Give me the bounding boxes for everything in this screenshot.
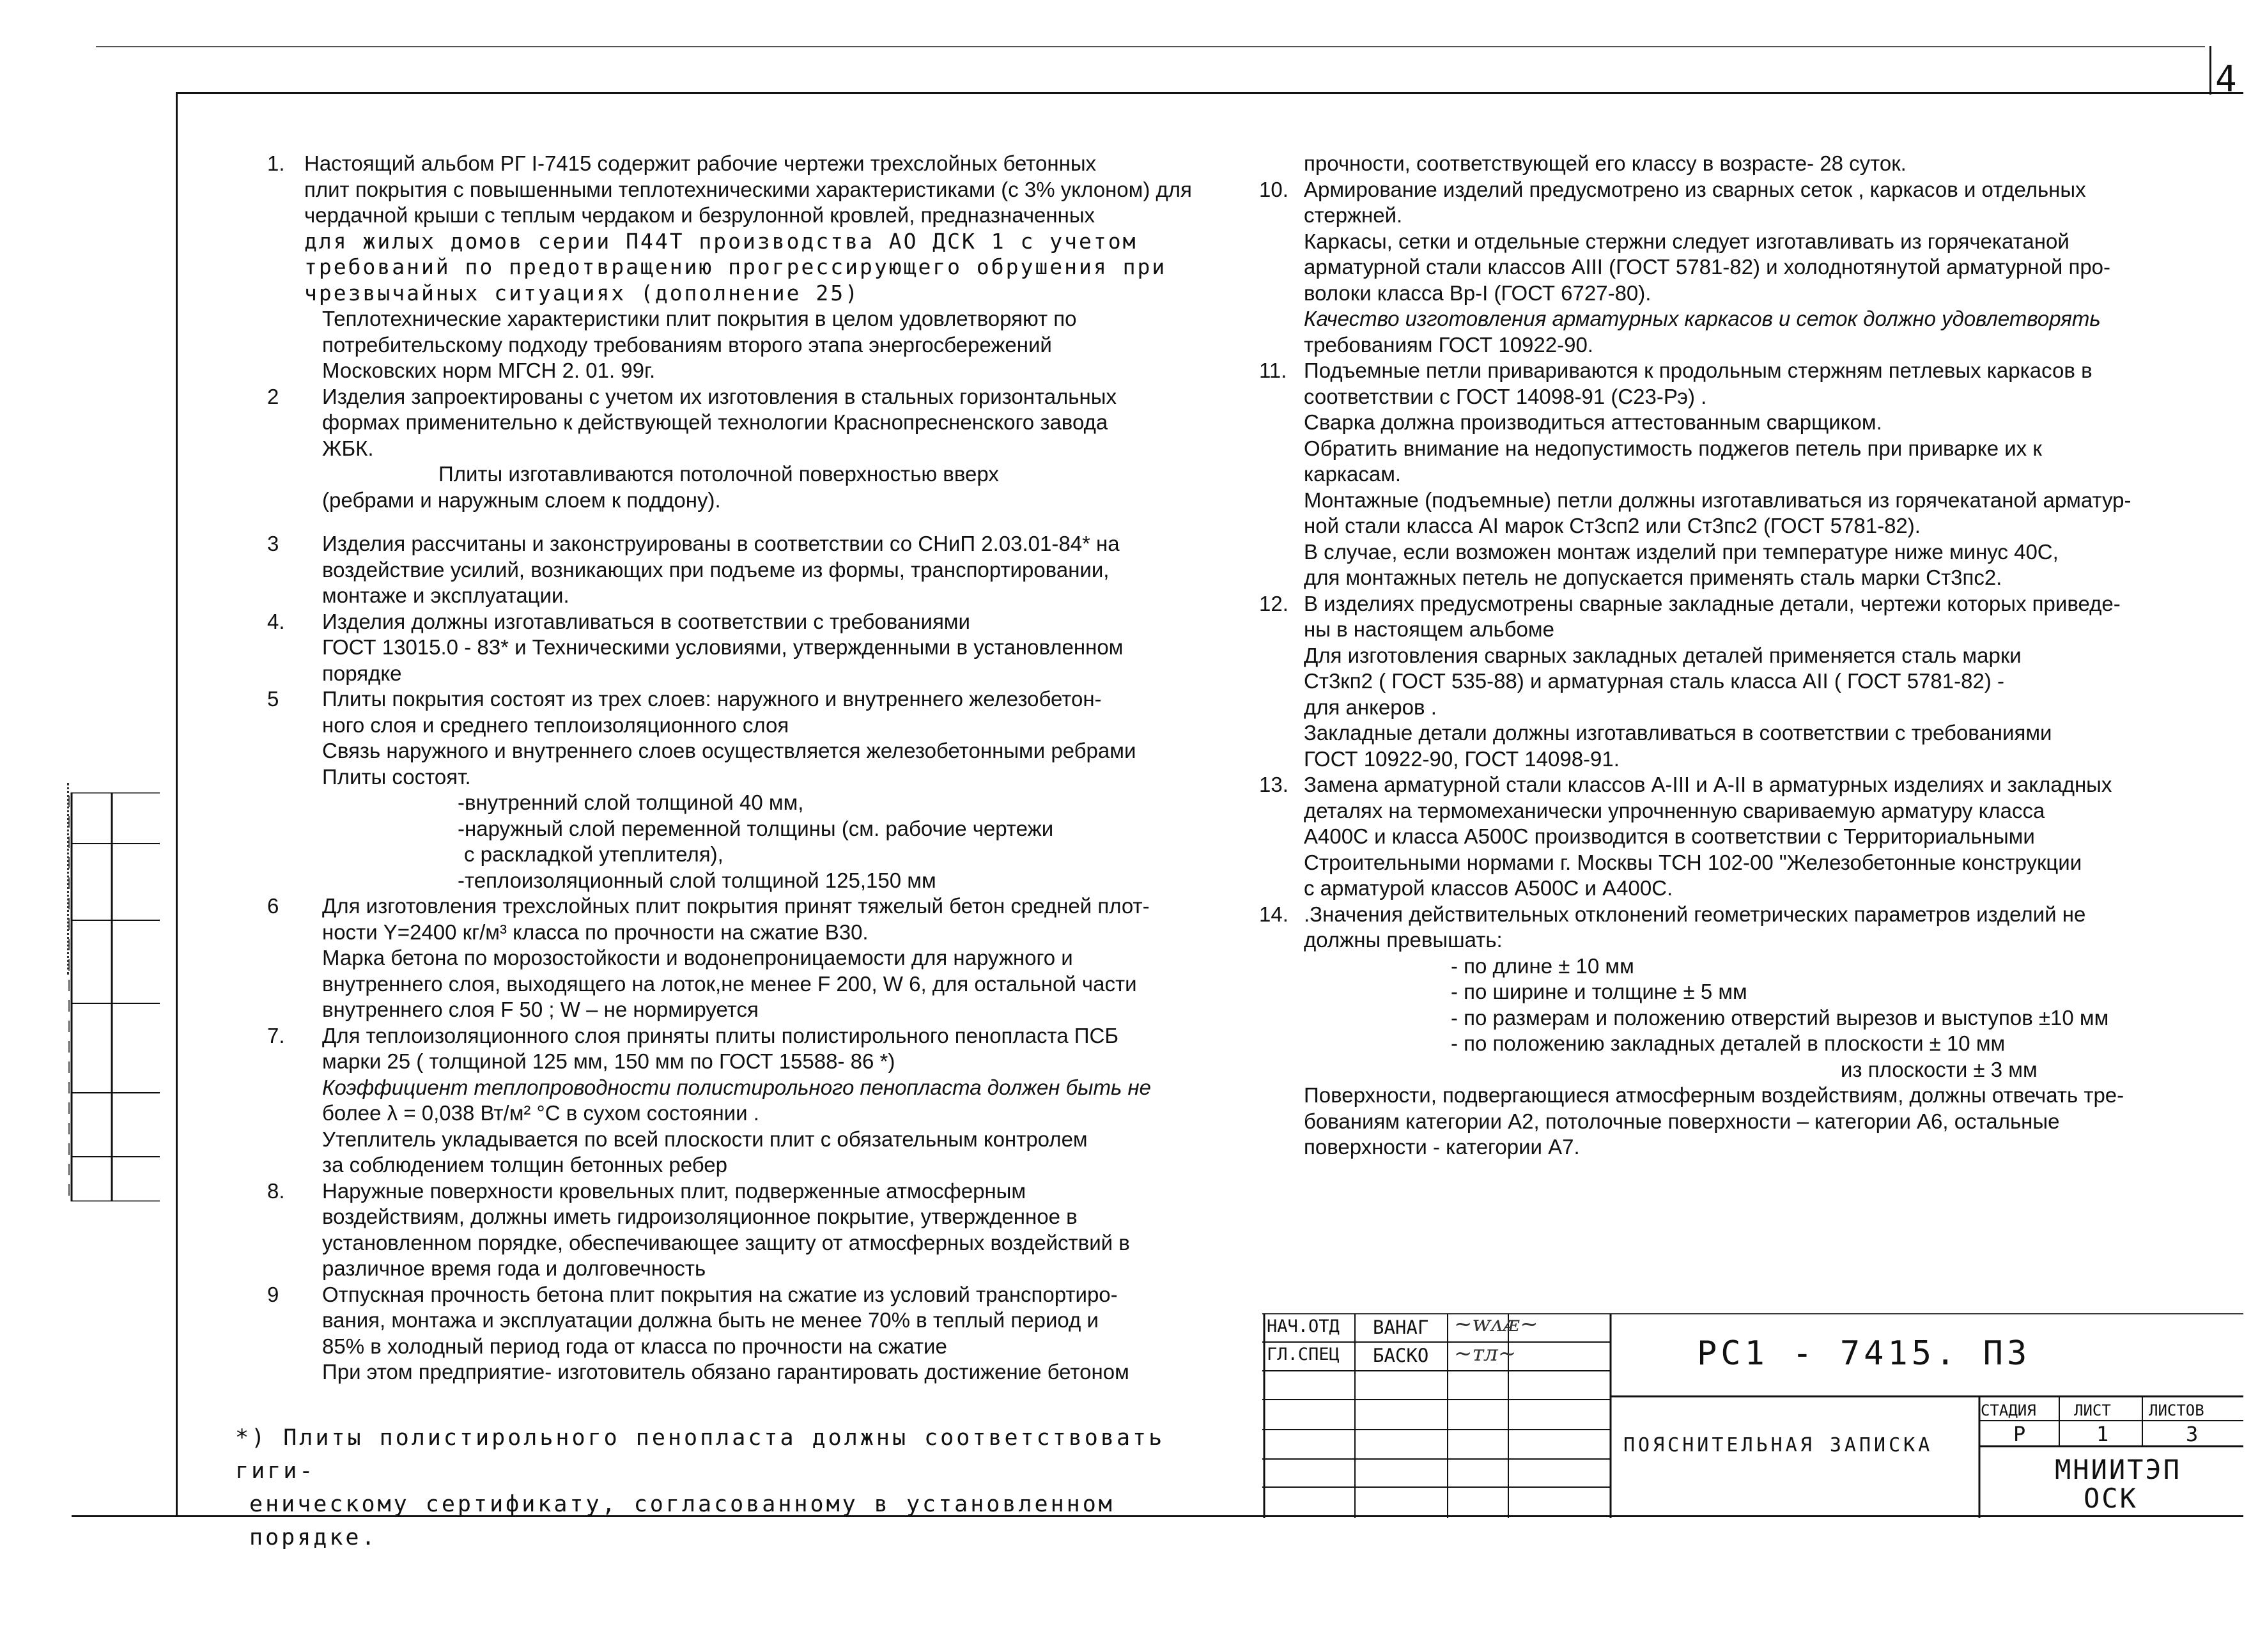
text-line: Обратить внимание на недопустимость поджегов петель при приварке их к [1304,436,2042,460]
text-line: монтаже и эксплуатации. [322,583,569,607]
item-4 [267,609,1193,687]
footnote-line: еническому сертификату, согласованному в установленном порядке. [249,1492,1115,1550]
text-line: с арматурой классов А500С и А400С. [1304,876,1673,900]
text-line: Подъемные петли привариваются к продольным стержням петлевых каркасов в [1304,359,2092,382]
text-line: Строительными нормами г. Москвы ТСН 102-00 "Железобетонные конструкции [1304,850,2082,874]
text-line: ГОСТ 10922-90, ГОСТ 14098-91. [1304,746,1620,771]
tolerance-line: - по ширине и толщине ± 5 мм [1451,980,1747,1003]
item-8 [267,1178,1193,1282]
stamp-dashes [67,783,78,975]
item-5 [267,686,1193,893]
text-line: вания, монтажа и эксплуатации должна быть не менее 70% в теплый период и [322,1308,1099,1332]
stage-header: СТАДИЯ [1981,1401,2036,1419]
item-number: 11. [1259,359,1287,382]
sheet-value: 1 [2096,1422,2109,1446]
footnote-line: *) Плиты полистирольного пенопласта должны соответствовать гиги- [235,1425,1165,1484]
signature-2: ~ᴛᴫ~ [1454,1341,1517,1366]
text-line: прочности, соответствующей его классу в возрасте- 28 суток. [1304,151,1907,175]
organization-division: ОСК [2084,1483,2138,1514]
text-line: ной стали класса АI марок Ст3сп2 или Ст3пс2 (ГОСТ 5781-82). [1304,514,1921,537]
text-line: Ст3кп2 ( ГОСТ 535-88) и арматурная сталь класса АII ( ГОСТ 5781-82) - [1304,669,2004,693]
text-line: марки 25 ( толщиной 125 мм, 150 мм по ГОСТ 15588- 86 *) [322,1049,895,1073]
text-line: каркасам. [1304,462,1402,486]
text-line: для анкеров . [1304,695,1437,719]
item-number: 8. [267,1178,285,1203]
text-line: Закладные детали должны изготавливаться в соответствии с требованиями [1304,721,2052,745]
text-line: Московских норм МГСН 2. 01. 99г. [322,359,656,382]
text-line: волоки класса Вр-I (ГОСТ 6727-80). [1304,281,1652,305]
text-line: поверхности - категории А7. [1304,1135,1580,1159]
text-line: за соблюдением толщин бетонных ребер [322,1153,727,1177]
text-line: Качество изготовления арматурных каркасов и сеток должно удовлетворять [1304,307,2101,330]
text-line: ны в настоящем альбоме [1304,617,1554,641]
right-column [1259,151,2224,1161]
text-line: установленном порядке, обеспечивающее защиту от атмосферных воздействий в [322,1230,1130,1254]
item-10 [1259,177,2224,359]
text-line: ного слоя и среднего теплоизоляционного слоя [322,713,789,737]
item-number: 7. [267,1023,285,1047]
text-line: Отпускная прочность бетона плит покрытия на сжатие из условий транспортиро- [322,1282,1118,1306]
text-line: В случае, если возможен монтаж изделий при температуре ниже минус 40С, [1304,539,2059,564]
item-number: 13. [1259,773,1288,796]
binding-stamp-box [0,792,160,1201]
tolerance-line: - по положению закладных деталей в плоскости ± 10 мм [1451,1031,2006,1055]
text-line: должны превышать: [1304,928,1503,952]
text-line: ности Y=2400 кг/м³ класса по прочности на сжатие В30. [322,920,869,944]
item-number: 9 [267,1282,279,1306]
text-line: Замена арматурной стали классов А-III и А-II в арматурных изделиях и закладных [1304,773,2112,796]
tolerance-line: из плоскости ± 3 мм [1841,1057,2038,1081]
item-14 [1259,902,2224,1161]
left-column [267,151,1193,1386]
role-chief-specialist: ГЛ.СПЕЦ [1267,1345,1340,1364]
text-line: более λ = 0,038 Вт/м² °С в сухом состоянии . [322,1101,759,1125]
item-9 [267,1282,1193,1386]
name-chief-specialist: БАСКО [1373,1345,1429,1366]
text-line: арматурной стали классов АIII (ГОСТ 5781-82) и холоднотянутой арматурной про- [1304,255,2111,279]
text-line: Изделия должны изготавливаться в соответствии с требованиями [322,609,970,633]
item-13 [1259,772,2224,902]
item-number: 5 [267,687,279,711]
item-3 [267,531,1193,609]
text-line: Теплотехнические характеристики плит покрытия в целом удовлетворяют по [322,307,1077,330]
text-line: Каркасы, сетки и отдельные стержни следует изготавливать из горячекатаной [1304,229,2069,253]
text-line: Монтажные (подъемные) петли должны изготавливаться из горячекатаной арматур- [1304,488,2131,512]
role-head-of-dept: НАЧ.ОТД [1267,1316,1340,1336]
item-number: 4. [267,609,285,633]
text-line: чердачной крыши с теплым чердаком и безрулонной кровлей, предназначенных [304,203,1095,227]
text-line: Марка бетона по морозостойкости и водонепроницаемости для наружного и [322,946,1073,969]
item-number: 6 [267,894,279,918]
document-code: РС1 - 7415. ПЗ [1697,1334,2031,1373]
text-line: -теплоизоляционный слой толщиной 125,150 мм [458,868,936,892]
item-number: 12. [1259,591,1288,615]
sheet-header: ЛИСТ [2074,1401,2111,1419]
document-title: ПОЯСНИТЕЛЬНАЯ ЗАПИСКА [1623,1434,1933,1456]
organization-name: МНИИТЭП [2055,1454,2182,1485]
item-number: 14. [1259,902,1288,926]
stage-value: Р [2013,1422,2026,1446]
text-line: соответствии с ГОСТ 14098-91 (С23-Рэ) . [1304,384,1707,408]
text-line: Для изготовления сварных закладных деталей применяется сталь марки [1304,643,2022,667]
handwritten-line: требований по предотвращению прогрессирующего обрушения при [304,254,1167,279]
text-line: требованиям ГОСТ 10922-90. [1304,332,1593,357]
text-line: Коэффициент теплопроводности полистирольного пенопласта должен быть не [322,1075,1151,1099]
handwritten-line: чрезвычайных ситуациях (дополнение 25) [304,280,860,305]
text-line: внутреннего слоя, выходящего на лоток,не менее F 200, W 6, для остальной части [322,971,1137,996]
text-line: бованиям категории А2, потолочные поверхности – категории А6, остальные [1304,1109,2060,1133]
text-line: -наружный слой переменной толщины (см. рабочие чертежи [458,816,1054,840]
text-line: 85% в холодный период года от класса по прочности на сжатие [322,1334,947,1358]
item-11 [1259,358,2224,591]
item-number: 10. [1259,177,1288,201]
text-line: Поверхности, подвергающиеся атмосферным воздействиям, должны отвечать тре- [1304,1083,2124,1107]
text-line: Плиты покрытия состоят из трех слоев: наружного и внутреннего железобетон- [322,687,1102,711]
sheets-header: ЛИСТОВ [2149,1401,2204,1419]
text-line: В изделиях предусмотрены сварные закладные детали, чертежи которых приведе- [1304,591,2121,615]
tolerance-line: - по длине ± 10 мм [1451,953,1634,978]
item-number: 2 [267,384,279,408]
handwritten-line: для жилых домов серии П44Т производства АО ДСК 1 с учетом [304,228,1138,254]
signature-1: ~ᴡᴧᴁ~ [1454,1311,1538,1337]
text-line: Связь наружного и внутреннего слоев осуществляется железобетонными ребрами [322,739,1136,762]
text-line: с раскладкой утеплителя), [464,842,723,866]
text-line: Сварка должна производиться аттестованным сварщиком. [1304,410,1882,434]
item-1 [267,151,1193,384]
item-12 [1259,591,2224,773]
text-line: ГОСТ 13015.0 - 83* и Техническими условиями, утвержденными в установленном [322,635,1124,659]
text-line: Армирование изделий предусмотрено из сварных сеток , каркасов и отдельных [1304,177,2086,201]
name-head-of-dept: ВАНАГ [1373,1316,1429,1338]
item-6 [267,893,1193,1023]
footnote [235,1421,1207,1554]
top-edge-line [96,46,2205,47]
item-number: 3 [267,532,279,555]
text-line: ЖБК. [322,436,374,460]
item-2 [267,384,1193,514]
text-line: внутреннего слоя F 50 ; W – не нормируется [322,998,759,1021]
text-line: формах применительно к действующей технологии Краснопресненского завода [322,410,1108,434]
page-number-box-side [2209,46,2211,95]
text-line: .Значения действительных отклонений геометрических параметров изделий не [1304,902,2086,926]
text-line: Наружные поверхности кровельных плит, подверженные атмосферным [322,1178,1026,1203]
text-line: Для изготовления трехслойных плит покрытия принят тяжелый бетон средней плот- [322,894,1150,918]
text-line: Изделия рассчитаны и законструированы в соответствии со СНиП 2.03.01-84* на [322,532,1120,555]
item-number: 1. [267,151,285,175]
item-7 [267,1023,1193,1178]
sheets-value: 3 [2186,1422,2199,1446]
text-line: для монтажных петель не допускается применять сталь марки Ст3пс2. [1304,566,2002,589]
text-line: (ребрами и наружным слоем к поддону). [322,488,721,512]
text-line: -внутренний слой толщиной 40 мм, [458,791,804,814]
text-line: воздействиям, должны иметь гидроизоляционное покрытие, утвержденное в [322,1205,1078,1228]
text-line: Плиты состоят. [322,764,471,789]
text-line: При этом предприятие- изготовитель обязано гарантировать достижение бетоном [322,1360,1129,1384]
text-line: потребительскому подходу требованиям второго этапа энергосбережений [322,332,1052,357]
text-line: порядке [322,661,402,685]
text-line: Изделия запроектированы с учетом их изготовления в стальных горизонтальных [322,384,1117,408]
text-line: Плиты изготавливаются потолочной поверхностью вверх [438,462,999,486]
text-line: А400С и класса А500С производится в соответствии с Территориальными [1304,824,2035,848]
text-line: плит покрытия с повышенными теплотехническими характеристиками (с 3% уклоном) для [304,177,1192,201]
text-line: стержней. [1304,203,1403,227]
tolerance-line: - по размерам и положению отверстий вырезов и выступов ±10 мм [1451,1005,2109,1030]
text-line: воздействие усилий, возникающих при подъеме из формы, транспортировании, [322,557,1110,582]
text-line: Утеплитель укладывается по всей плоскости плит с обязательным контролем [322,1127,1088,1151]
frame-top [176,92,2243,94]
frame-left [176,92,178,1517]
text-line: различное время года и долговечность [322,1256,706,1280]
text-line: Для теплоизоляционного слоя приняты плиты полистирольного пенопласта ПСБ [322,1023,1119,1047]
text-line: деталях на термомеханически упрочненную свариваемую арматуру класса [1304,798,2045,822]
page-number: 4 [2215,59,2237,100]
text-line: Настоящий альбом РГ I-7415 содержит рабочие чертежи трехслойных бетонных [304,151,1097,175]
